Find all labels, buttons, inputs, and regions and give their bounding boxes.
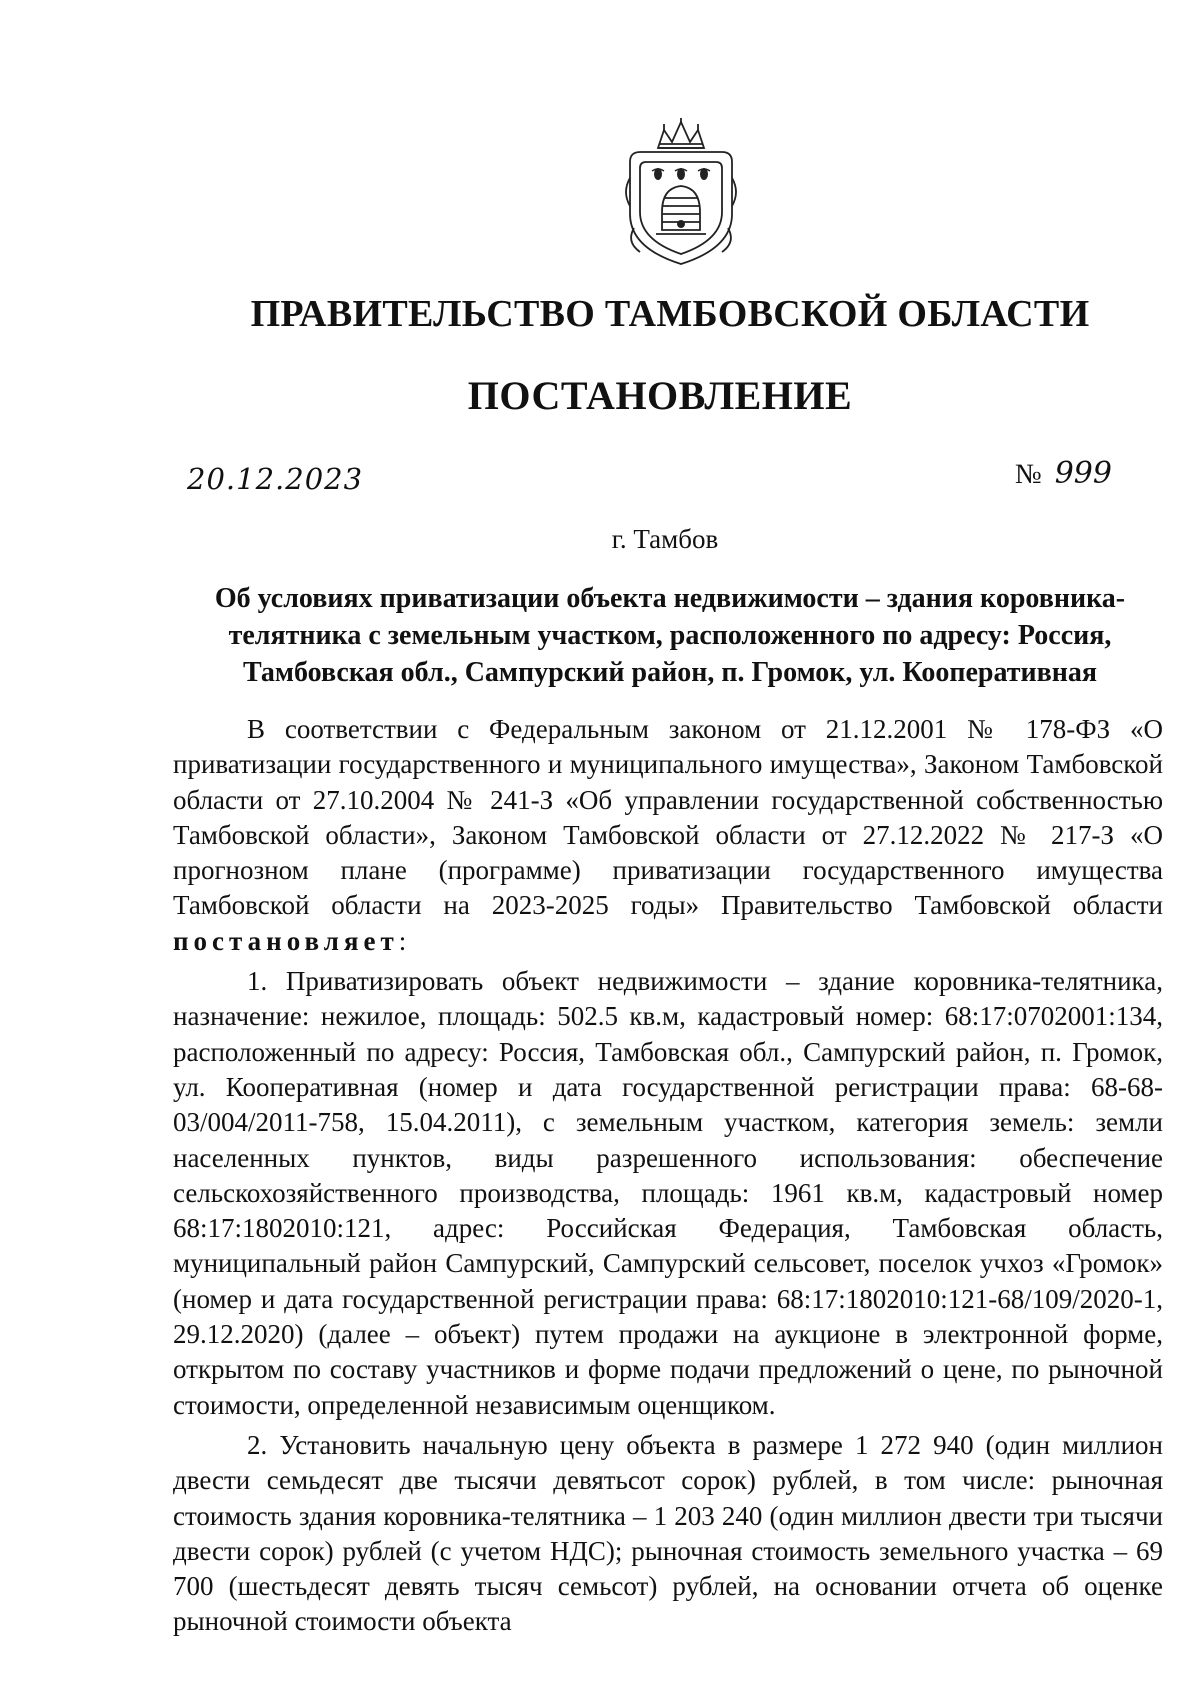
preamble-text: В соответствии с Федеральным законом от 21.12.2001 № 178-ФЗ «О приватизации государственного и муниципального имущества», Законом Тамбовской области от 27.10.2004 № 241-З «Об управлении государственной собственностью Тамбовской области», Законом Тамбовской области от 27.12.2022 № 217-З «О прогнозном плане (программе) приватизации государственного имущества Тамбовской области на 2023-2025 годы» Правительство Тамбовской области	[173, 714, 1163, 921]
government-title: ПРАВИТЕЛЬСТВО ТАМБОВСКОЙ ОБЛАСТИ	[250, 293, 1090, 335]
document-date: 20.12.2023	[187, 462, 364, 496]
item-1-paragraph: 1. Приватизировать объект недвижимости – здание коровника-телятника, назначение: нежилое, площадь: 502.5 кв.м, кадастровый номер: 68:17:0702001:134, расположенный по адресу: Россия, Тамбовская обл., Сампурский район, п. Громок, ул. Кооперативная (номер и дата государственной регистрации права: 68-68-03/004/2011-758, 15.04.2011), с земельным участком, категория земель: земли населенных пунктов, виды разрешенного использования: обеспечение сельскохозяйственного производства, площадь: 1961 кв.м, кадастровый номер 68:17:1802010:121, адрес: Российская Федерация, Тамбовская область, муниципальный район Сампурский, Сампурский сельсовет, поселок учхоз «Громок» (номер и дата государственной регистрации права: 68:17:1802010:121-68/109/2020-1, 29.12.2020) (далее – объект) путем продажи на аукционе в электронной форме, открытом по составу участников и форме подачи предложений о цене, по рыночной стоимости, определенной независимым оценщиком.	[173, 966, 1163, 1420]
city: г. Тамбов	[611, 524, 719, 554]
number-value: 999	[1054, 456, 1112, 491]
preamble-paragraph	[173, 712, 1163, 959]
document-type: ПОСТАНОВЛЕНИЕ	[467, 373, 853, 418]
document-subject: Об условиях приватизации объекта недвижимости – здания коровника-телятника с земельным участком, расположенного по адресу: Россия, Тамбовская обл., Сампурский район, п. Громок, ул. Кооперативная	[214, 583, 1126, 688]
document-number	[1015, 456, 1112, 491]
decree-word: постановляет	[173, 925, 399, 956]
preamble-colon: :	[398, 925, 407, 956]
number-sign: №	[1015, 459, 1042, 490]
coat-of-arms-icon	[618, 118, 744, 268]
document-body	[173, 712, 1163, 1640]
item-2-paragraph: 2. Установить начальную цену объекта в размере 1 272 940 (один миллион двести семьдесят две тысячи девятьсот сорок) рублей, в том числе: рыночная стоимость здания коровника-телятника – 1 203 240 (один миллион двести три тысячи двести сорок) рублей (с учетом НДС); рыночная стоимость земельного участка – 69 700 (шестьдесят девять тысяч семьсот) рублей, на основании отчета об оценке рыночной стоимости объекта	[173, 1429, 1163, 1637]
